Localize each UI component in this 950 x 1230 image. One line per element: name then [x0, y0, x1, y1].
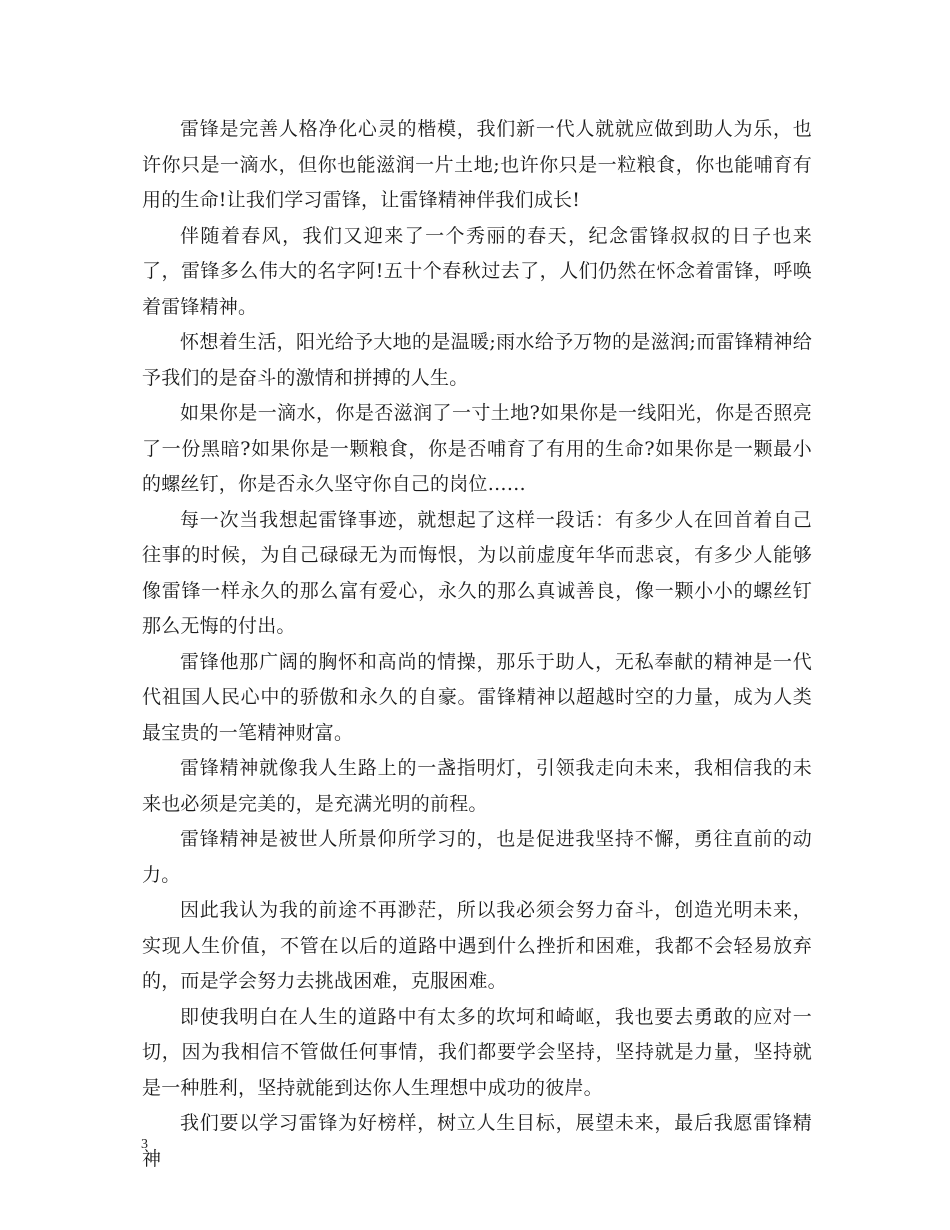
paragraph: 雷锋精神就像我人生路上的一盏指明灯，引领我走向未来，我相信我的未来也必须是完美的，是充满光明的前程。: [142, 757, 812, 815]
paragraph: 伴随着春风，我们又迎来了一个秀丽的春天，纪念雷锋叔叔的日子也来了，雷锋多么伟大的名字阿!五十个春秋过去了，人们仍然在怀念着雷锋，呼唤着雷锋精神。: [142, 224, 812, 318]
paragraph: 如果你是一滴水，你是否滋润了一寸土地?如果你是一线阳光，你是否照亮了一份黑暗?如果你是一颗粮食，你是否哺育了有用的生命?如果你是一颗最小的螺丝钉，你是否永久坚守你自己的岗位……: [142, 402, 812, 495]
paragraph: 雷锋他那广阔的胸怀和高尚的情操，那乐于助人，无私奉献的精神是一代代祖国人民心中的骄傲和永久的自豪。雷锋精神以超越时空的力量，成为人类最宝贵的一笔精神财富。: [142, 650, 812, 744]
paragraph: 我们要以学习雷锋为好榜样，树立人生目标，展望未来，最后我愿雷锋精神: [142, 1112, 812, 1170]
paragraph: 即使我明白在人生的道路中有太多的坎坷和崎岖，我也要去勇敢的应对一切，因为我相信不管做任何事情，我们都要学会坚持，坚持就是力量，坚持就是一种胜利，坚持就能到达你人生理想中成功的彼岸。: [142, 1005, 812, 1099]
paragraph: 因此我认为我的前途不再渺茫，所以我必须会努力奋斗，创造光明未来，实现人生价值，不管在以后的道路中遇到什么挫折和困难，我都不会轻易放弃的，而是学会努力去挑战困难，克服困难。: [142, 899, 812, 992]
paragraph: 怀想着生活，阳光给予大地的是温暖;雨水给予万物的是滋润;而雷锋精神给予我们的是奋斗的激情和拼搏的人生。: [142, 331, 812, 389]
paragraph: 雷锋是完善人格净化心灵的楷模，我们新一代人就就应做到助人为乐，也许你只是一滴水，但你也能滋润一片土地;也许你只是一粒粮食，你也能哺育有用的生命!让我们学习雷锋，让雷锋精神伴我们成长!: [142, 118, 812, 211]
page-number: 3: [141, 1137, 148, 1152]
paragraph: 雷锋精神是被世人所景仰所学习的，也是促进我坚持不懈，勇往直前的动力。: [142, 828, 812, 886]
document-body: [142, 112, 812, 1177]
paragraph: 每一次当我想起雷锋事迹，就想起了这样一段话：有多少人在回首着自己往事的时候，为自己碌碌无为而悔恨，为以前虚度年华而悲哀，有多少人能够像雷锋一样永久的那么富有爱心，永久的那么真诚善良，像一颗小小的螺丝钉那么无悔的付出。: [142, 508, 812, 637]
